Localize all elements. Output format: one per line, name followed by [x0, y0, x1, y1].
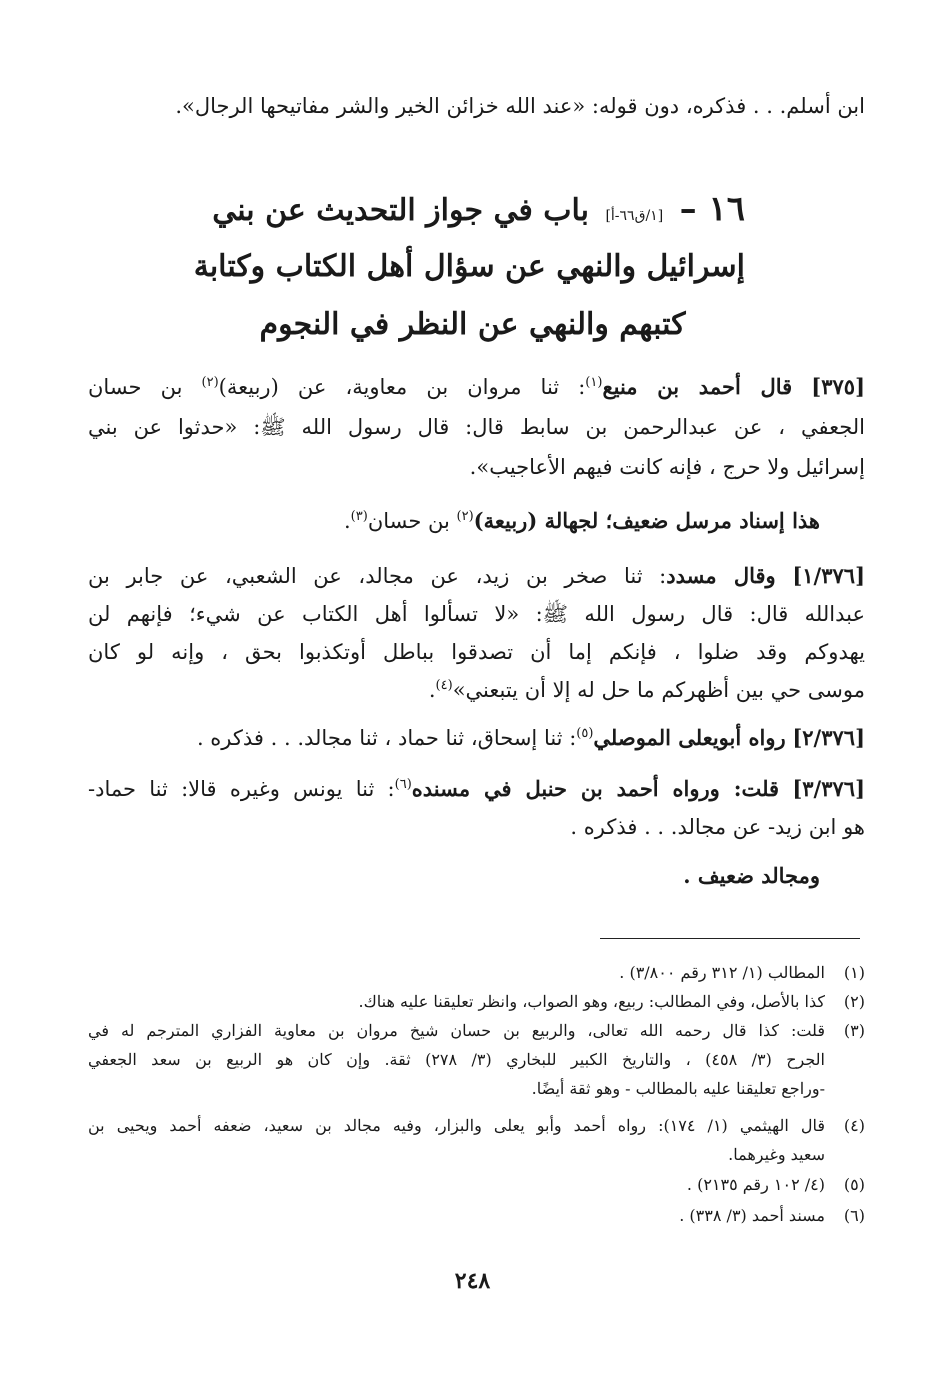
- chapter-heading-line-2: إسرائيل والنهي عن سؤال أهل الكتاب وكتابة: [193, 249, 745, 284]
- footnote-number: (٤): [843, 1116, 865, 1135]
- footnote-ref: (٢): [456, 509, 474, 524]
- hadith-376-1-line-4: [88, 674, 865, 706]
- hadith-376-3-line-1: [88, 773, 865, 805]
- hadith-376-1-line-2: عبدالله قال: قال رسول الله ﷺ: «لا تسألوا أهل الكتاب عن شيء؛ فإنهم لن: [88, 602, 865, 626]
- footnote-ref: (١): [585, 375, 603, 390]
- hadith-376-1-line-1: [88, 560, 865, 592]
- footnote-number: (١): [843, 963, 865, 982]
- hadith-text: .: [428, 678, 436, 702]
- footnote-number: (٦): [843, 1206, 865, 1225]
- hadith-375-line-1: [88, 371, 865, 403]
- narrator: قلت: ورواه أحمد بن حنبل في مسنده: [411, 776, 780, 801]
- footnote-number: (٣): [843, 1021, 865, 1040]
- hadith-375-line-2: الجعفي ، عن عبدالرحمن بن سابط قال: قال رسول الله ﷺ: «حدثوا عن بني: [88, 415, 865, 439]
- hadith-ref: [٣/٣٧٦]: [792, 776, 865, 801]
- footnote-4-cont-1: سعيد وغيرهما.: [728, 1145, 825, 1164]
- hadith-text: موسى حي بين أظهركم ما حل له إلا أن يتبعني»: [452, 678, 865, 702]
- hadith-376-3-line-2: هو ابن زيد- عن مجالد. . . فذكره .: [570, 815, 865, 839]
- footnote-ref: (٣): [350, 509, 368, 524]
- chain-text: : ثنا مروان بن معاوية، عن (ربيعة): [218, 375, 586, 399]
- chapter-heading-line-3: كتبهم والنهي عن النظر في النجوم: [259, 307, 686, 342]
- grading-text: بن حسان: [367, 509, 457, 533]
- footnote-text: (٤/ ١٠٢ رقم ٢١٣٥) .: [686, 1175, 825, 1194]
- footnote-ref: (٤): [435, 678, 453, 693]
- footnote-divider: [600, 938, 860, 939]
- chain-text: بن حسان: [88, 375, 202, 399]
- hadith-ref: [٣٧٥]: [811, 374, 865, 399]
- footnote-1: [88, 960, 865, 986]
- footnote-3-cont-1: الجرح (٣/ ٤٥٨) ، والتاريخ الكبير للبخاري (٣/ ٢٧٨) ثقة. وإن كان هو الربيع بن سعد الجعفي: [88, 1050, 825, 1069]
- grading-text: هذا إسناد مرسل ضعيف؛ لجهالة (ربيعة): [473, 508, 820, 533]
- chain-text: : ثنا يونس وغيره قالا: ثنا حماد-: [88, 777, 395, 801]
- footnote-text: قال الهيثمي (١/ ١٧٤): رواه أحمد وأبو يعلى والبزار، وفيه مجالد بن سعيد، ضعفه أحمد ويحيى بن: [88, 1116, 826, 1135]
- narrator: وقال مسدد: [666, 563, 776, 588]
- hadith-ref: [٢/٣٧٦]: [792, 725, 865, 750]
- narrator: قال أحمد بن منيع: [602, 374, 793, 399]
- continuation-line: ابن أسلم. . . فذكره، دون قوله: «عند الله خزائن الخير والشر مفاتيحها الرجال».: [175, 94, 865, 118]
- chapter-number: ١٦ –: [679, 189, 745, 229]
- grading-376: ومجالد ضعيف .: [683, 863, 820, 888]
- footnote-ref: (٥): [576, 726, 594, 741]
- footnote-4: [88, 1113, 865, 1139]
- footnote-number: (٢): [843, 992, 865, 1011]
- footnote-5: [88, 1172, 865, 1198]
- footnote-3: [88, 1018, 865, 1044]
- grading-text: .: [343, 509, 351, 533]
- footnote-text: المطالب (١/ ٣١٢ رقم ٣/٨٠٠) .: [619, 963, 825, 982]
- footnote-6: [88, 1203, 865, 1229]
- footnote-3-cont-2: -وراجع تعليقنا عليه بالمطالب - وهو ثقة أيضًا.: [531, 1079, 825, 1098]
- manuscript-marker: [١/ق٦٦-أ]: [605, 208, 664, 224]
- grading-375: [88, 505, 820, 537]
- hadith-ref: [١/٣٧٦]: [792, 563, 865, 588]
- footnote-ref: (٦): [394, 777, 412, 792]
- hadith-376-2: [88, 722, 865, 754]
- footnote-2: [88, 989, 865, 1015]
- chapter-title-1: باب في جواز التحديث عن بني: [212, 193, 589, 228]
- hadith-376-1-line-3: يهدوكم وقد ضلوا ، فإنكم إما أن تصدقوا بباطل أوتكذبوا بحق ، وإنه لو كان: [88, 640, 865, 664]
- chapter-heading-line-1: [180, 180, 745, 245]
- chain-text: : ثنا صخر بن زيد، عن مجالد، عن الشعبي، عن جابر بن: [88, 564, 667, 588]
- footnote-ref: (٢): [201, 375, 219, 390]
- hadith-375-line-3: إسرائيل ولا حرج ، فإنه كانت فيهم الأعاجيب».: [469, 455, 865, 479]
- page-number: ٢٤٨: [454, 1268, 491, 1294]
- narrator: رواه أبويعلى الموصلي: [593, 725, 786, 750]
- chain-text: : ثنا إسحاق، ثنا حماد ، ثنا مجالد. . . فذكره .: [196, 726, 577, 750]
- footnote-text: كذا بالأصل، وفي المطالب: ربيع، وهو الصواب، وانظر تعليقنا عليه هناك.: [358, 992, 825, 1011]
- footnote-number: (٥): [843, 1175, 865, 1194]
- footnote-text: مسند أحمد (٣/ ٣٣٨) .: [679, 1206, 825, 1225]
- footnote-text: قلت: كذا قال رحمه الله تعالى، والربيع بن حسان شيخ مروان بن معاوية الفزاري المترجم له في: [88, 1021, 825, 1040]
